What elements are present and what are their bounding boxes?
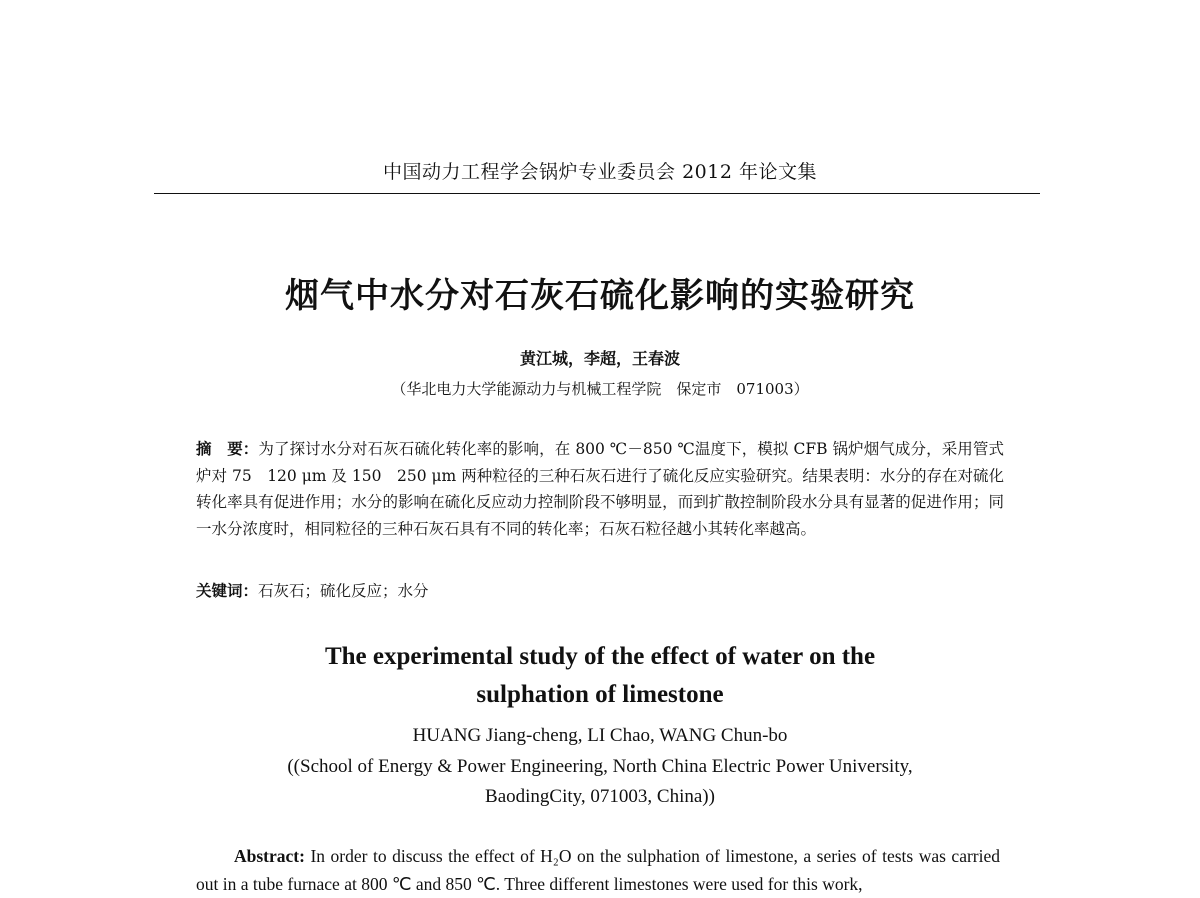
english-affiliation-line2: BaodingCity, 071003, China)) — [485, 786, 715, 807]
english-abstract — [196, 842, 1000, 898]
english-affiliation-line1: ((School of Energy & Power Engineering, North China Electric Power University, — [287, 756, 913, 777]
chinese-authors: 黄江城，李超，王春波 — [519, 349, 680, 368]
chinese-keywords — [196, 578, 1004, 604]
chinese-abstract-text: 为了探讨水分对石灰石硫化转化率的影响，在 800 ℃－850 ℃温度下，模拟 CFB 锅炉烟气成分，采用管式炉对 75 120 μm 及 150 250 μm 两种粒径的三种石灰石进行了硫化反应实验研究。结果表明：水分的存在对硫化转化率具有促进作用；水分的影响在硫化反应动力控制阶段不够明显，而到扩散控制阶段水分具有显著的促进作用；同一水分浓度时，相同粒径的三种石灰石具有不同的转化率；石灰石粒径越小其转化率越高。 — [196, 440, 1004, 538]
chinese-keywords-text: 石灰石；硫化反应；水分 — [258, 582, 429, 600]
english-abstract-text: In order to discuss the effect of H₂O on the sulphation of limestone, a series of tests was carried out in a tube furnace at 800 ℃ and 850 ℃. Three different limestones were used for this work, — [196, 846, 1000, 894]
english-affiliation — [0, 752, 1200, 812]
chinese-keywords-label: 关键词： — [196, 582, 259, 600]
english-title-line1: The experimental study of the effect of water on the — [324, 643, 876, 670]
chinese-abstract — [196, 436, 1004, 542]
chinese-title: 烟气中水分对石灰石硫化影响的实验研究 — [285, 276, 915, 316]
english-authors: HUANG Jiang-cheng, LI Chao, WANG Chun-bo — [412, 725, 788, 746]
english-abstract-label: Abstract: — [234, 846, 305, 866]
chinese-affiliation: （华北电力大学能源动力与机械工程学院 保定市 071003） — [391, 380, 809, 398]
proceedings-header: 中国动力工程学会锅炉专业委员会 2012 年论文集 — [383, 161, 817, 183]
english-title-line2: sulphation of limestone — [476, 681, 724, 708]
header-divider — [154, 193, 1040, 194]
chinese-abstract-label: 摘 要： — [196, 440, 259, 458]
english-title — [0, 638, 1200, 714]
